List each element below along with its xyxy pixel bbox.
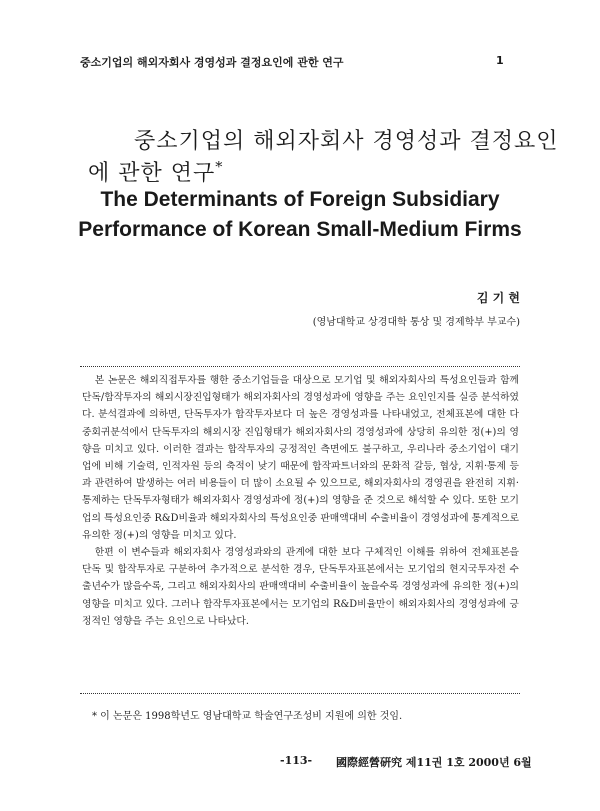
korean-title-line-1: 중소기업의 해외자회사 경영성과 결정요인 [134, 129, 559, 154]
footer-journal-info: 國際經營硏究 제11권 1호 2000년 6월 [336, 756, 532, 769]
author-affiliation: (영남대학교 상경대학 통상 및 경제학부 부교수) [312, 317, 520, 328]
english-title-line-1: The Determinants of Foreign Subsidiary [100, 188, 500, 211]
page-number: 1 [496, 54, 504, 67]
footer-page-number: -113- [280, 754, 313, 767]
abstract-paragraph: 한편 이 변수들과 해외자회사 경영성과와의 관계에 대한 보다 구체적인 이해를 위하여 전체표본을 단독 및 합작투자로 구분하여 추가적으로 분석한 경우, 단독투자표본에서는 모기업의 현지국투자전 수출년수가 많을수록, 그리고 해외자회사의 판매액대비 수출비율이 높을수록 경영성과에 유의한 정(+)의 영향을 미치고 있다. 그러나 합작투자표본에서는 모기업의 R&D비율만이 해외자회사의 경영성과에 긍정적인 영향을 주는 요인으로 나타났다. [82, 547, 519, 627]
abstract [82, 372, 519, 630]
abstract-top-rule [80, 366, 520, 367]
author-name: 김 기 현 [476, 291, 520, 305]
korean-title-text: 에 관한 연구 [88, 161, 216, 186]
running-head: 중소기업의 해외자회사 경영성과 결정요인에 관한 연구 [80, 56, 344, 69]
abstract-paragraph: 본 논문은 해외직접투자를 행한 중소기업들을 대상으로 모기업 및 해외자회사의 특성요인들과 함께 단독/합작투자의 해외시장진입형태가 해외자회사의 경영성과에 영향을 주는 요인인지를 실증 분석하였다. 분석결과에 의하면, 단독투자가 합작투자보다 더 높은 경영성과를 나타내었고, 전체표본에 대한 다중회귀분석에서 단독투자의 해외시장 진입형태가 해외자회사의 경영성과에 상당히 유의한 정(+)의 영향을 미치고 있다. 이러한 결과는 합작투자의 긍정적인 측면에도 불구하고, 우리나라 중소기업이 대기업에 비해 기술력, 인적자원 등의 축적이 낮기 때문에 합작파트너와의 문화적 갈등, 협상, 지휘·통제 등과 관련하여 발생하는 여러 비용들이 더 많이 소요될 수 있으므로, 해외자회사의 경영권을 완전히 지휘·통제하는 단독투자형태가 해외자회사 경영성과에 정(+)의 영향을 준 것으로 해석할 수 있다. 또한 모기업의 특성요인중 R&D비율과 해외자회사의 특성요인중 판매액대비 수출비율이 경영성과에 통계적으로 유의한 정(+)의 영향을 미치고 있다. [82, 375, 519, 541]
english-title-line-2: Performance of Korean Small-Medium Firms [78, 218, 522, 241]
korean-title-line-2 [88, 156, 288, 187]
abstract-bottom-rule [80, 693, 520, 694]
title-footnote-mark: * [215, 159, 224, 176]
footnote: * 이 논문은 1998학년도 영남대학교 학술연구조성비 지원에 의한 것임. [92, 711, 403, 722]
